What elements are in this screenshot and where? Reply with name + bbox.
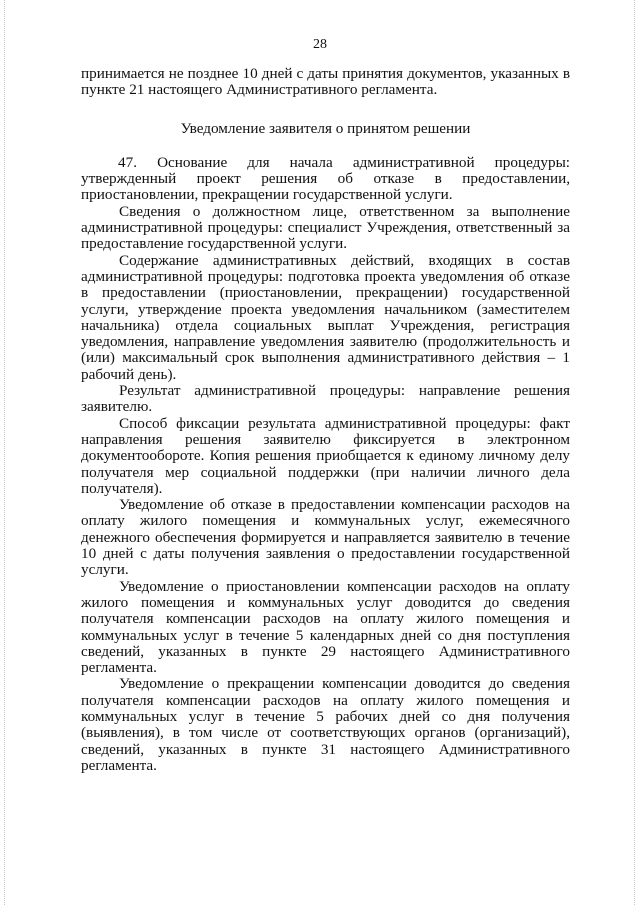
right-scan-edge: [634, 0, 636, 905]
page-number: 28: [313, 37, 327, 52]
paragraph-result-recording: Способ фиксации результата административной процедуры: факт направления решения заявителю фиксируется в электронном документообороте. Копия решения приобщается к единому личному делу получателя мер социальной поддержки (при наличии личного дела получателя).: [81, 414, 570, 497]
paragraph-termination-notice: Уведомление о прекращении компенсации доводится до сведения получателя компенсации расходов на оплату жилого помещения и коммунальных услуг в течение 5 рабочих дней со дня получения (выявления), в том числе от соответствующих органов (организаций), сведений, указанных в пункте 31 настоящего Административного регламента.: [81, 675, 570, 774]
paragraph-continuation: принимается не позднее 10 дней с даты принятия документов, указанных в пункте 21 настоящего Административного регламента.: [81, 65, 570, 99]
document-body: [81, 66, 570, 774]
paragraph-suspension-notice: Уведомление о приостановлении компенсации расходов на оплату жилого помещения и коммунальных услуг доводится до сведения получателя компенсации расходов на оплату жилого помещения и коммунальных услуг в течение 5 календарных дней со дня поступления сведений, указанных в пункте 29 настоящего Административного регламента.: [81, 577, 570, 677]
paragraph-actions-content: Содержание административных действий, входящих в состав административной процедуры: подготовка проекта уведомления об отказе в предоставлении (приостановлении, прекращении) государственной услуги, утверждение проекта уведомления начальником (заместителем начальника) отдела социальных выплат Учреждения, регистрация уведомления, направление уведомления заявителю (продолжительность и (или) максимальный срок выполнения административного действия – 1 рабочий день).: [81, 251, 570, 383]
paragraph-refusal-notice: Уведомление об отказе в предоставлении компенсации расходов на оплату жилого помещения и коммунальных услуг, ежемесячного денежного обеспечения формируется и направляется заявителю в течение 10 дней с даты получения заявления о предоставлении государственной услуги.: [81, 496, 570, 579]
left-scan-edge: [4, 0, 6, 905]
paragraph-47: 47. Основание для начала административной процедуры: утвержденный проект решения об отказе в предоставлении, приостановлении, прекращении государственной услуги.: [81, 153, 570, 204]
paragraph-responsible-official: Сведения о должностном лице, ответственном за выполнение административной процедуры: специалист Учреждения, ответственный за предоставление государственной услуги.: [81, 202, 570, 253]
section-heading: Уведомление заявителя о принятом решении: [180, 119, 471, 137]
paragraph-procedure-result: Результат административной процедуры: направление решения заявителю.: [81, 382, 570, 416]
